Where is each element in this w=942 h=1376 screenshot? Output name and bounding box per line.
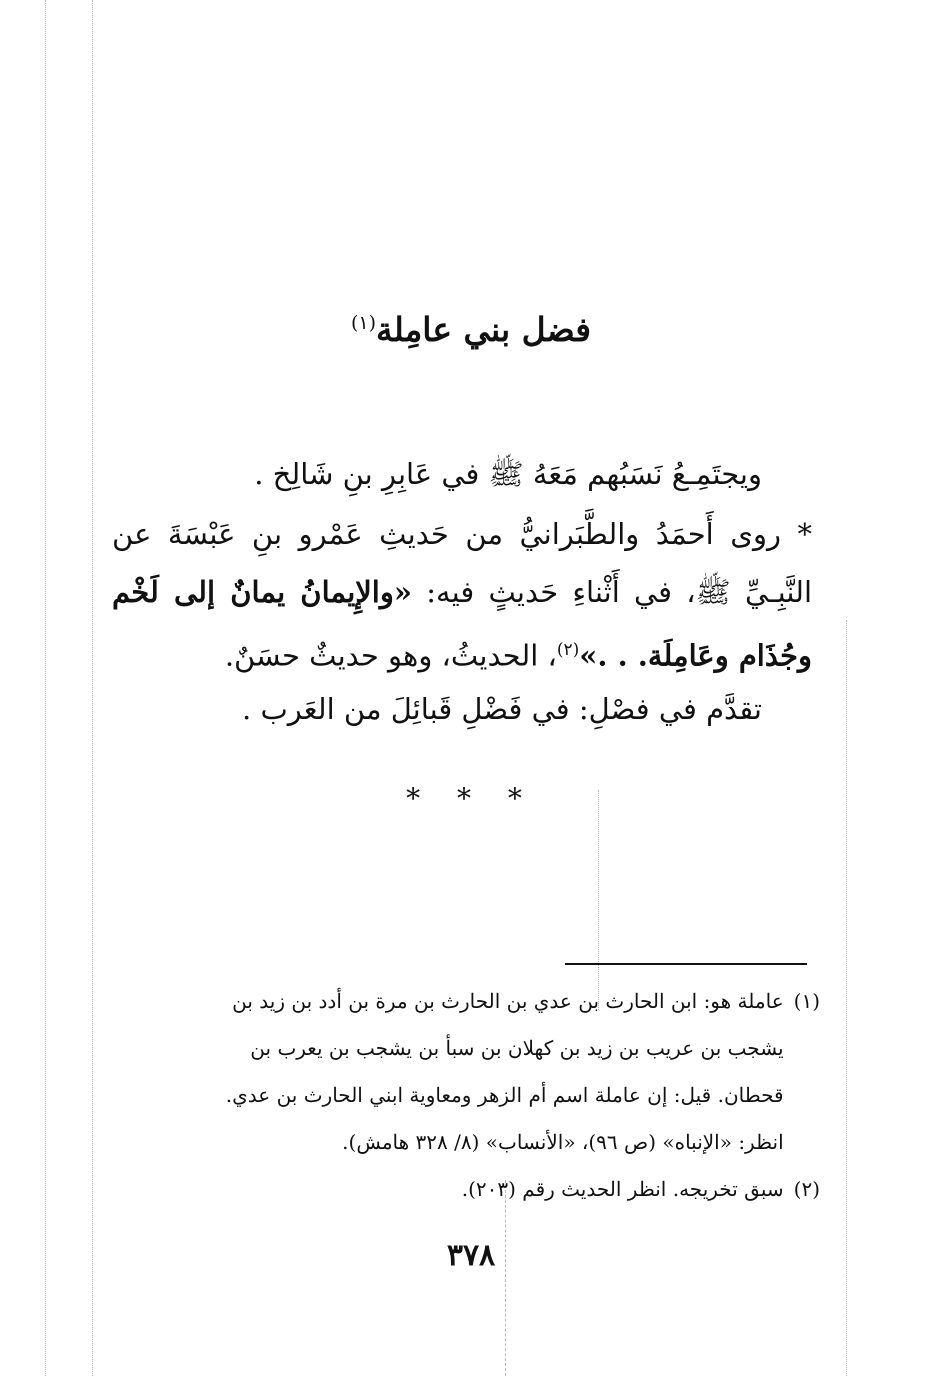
footnote-number: (١) — [793, 989, 820, 1013]
footnote-line: قحطان. قيل: إن عاملة اسم أم الزهر ومعاوية ابني الحارث بن عدي. — [225, 1083, 784, 1107]
scan-margin-line — [598, 790, 599, 1010]
footnote-number: (٢) — [793, 1177, 820, 1201]
footnote-line: عاملة هو: ابن الحارث بن عدي بن الحارث بن مرة بن أدد بن زيد بن — [232, 989, 784, 1013]
scan-margin-line — [92, 0, 93, 1376]
footnote-line: انظر: «الإنباه» (ص ٩٦)، «الأنساب» (٨/ ٣٢٨ هامش). — [342, 1130, 784, 1154]
paragraph-cross-reference: تقدَّم في فصْلِ: في فَضْلِ قَبائِلَ من العَرب . — [242, 692, 762, 726]
title-footnote-ref: (١) — [350, 312, 376, 334]
footnote-body — [115, 978, 784, 1166]
footnote-1 — [115, 978, 820, 1166]
scan-margin-line — [45, 0, 46, 1376]
footnote-line: سبق تخريجه. انظر الحديث رقم (٢٠٣). — [461, 1177, 784, 1201]
footnote-body — [115, 1166, 784, 1213]
footnote-line: يشجب بن عريب بن زيد بن كهلان بن سبأ بن يشجب بن يعرب بن — [250, 1036, 784, 1060]
page-number: ٣٧٨ — [446, 1238, 496, 1273]
section-title — [0, 310, 942, 349]
paragraph-lineage: ويجتَمِـعُ نَسَبُهم مَعَهُ ﷺ في عَابِرِ بنِ شَالِخ . — [254, 457, 762, 491]
hadith-lead: * روى أَحمَدُ والطَّبَرانيُّ من حَديثِ عَمْرو بنِ عَبْسَةَ عن النَّبِـيِّ ﷺ، في أَثْناءِ حَديثٍ فيه: — [112, 517, 813, 609]
section-title-text: فضل بني عامِلة — [376, 310, 592, 349]
footnote-divider — [565, 963, 807, 965]
hadith-footnote-ref: (٢) — [556, 640, 580, 660]
hadith-tail: ، الحديثُ، وهو حديثٌ حسَنٌ. — [224, 638, 557, 673]
paragraph-hadith — [112, 505, 812, 685]
hadith-quote: «والإِيمانُ يمانٌ إلى لَخْم وجُذَام وعَامِلَة. . .» — [112, 575, 812, 673]
footnote-2 — [115, 1166, 820, 1213]
section-separator: * * * — [406, 782, 536, 815]
footnotes — [115, 978, 820, 1213]
